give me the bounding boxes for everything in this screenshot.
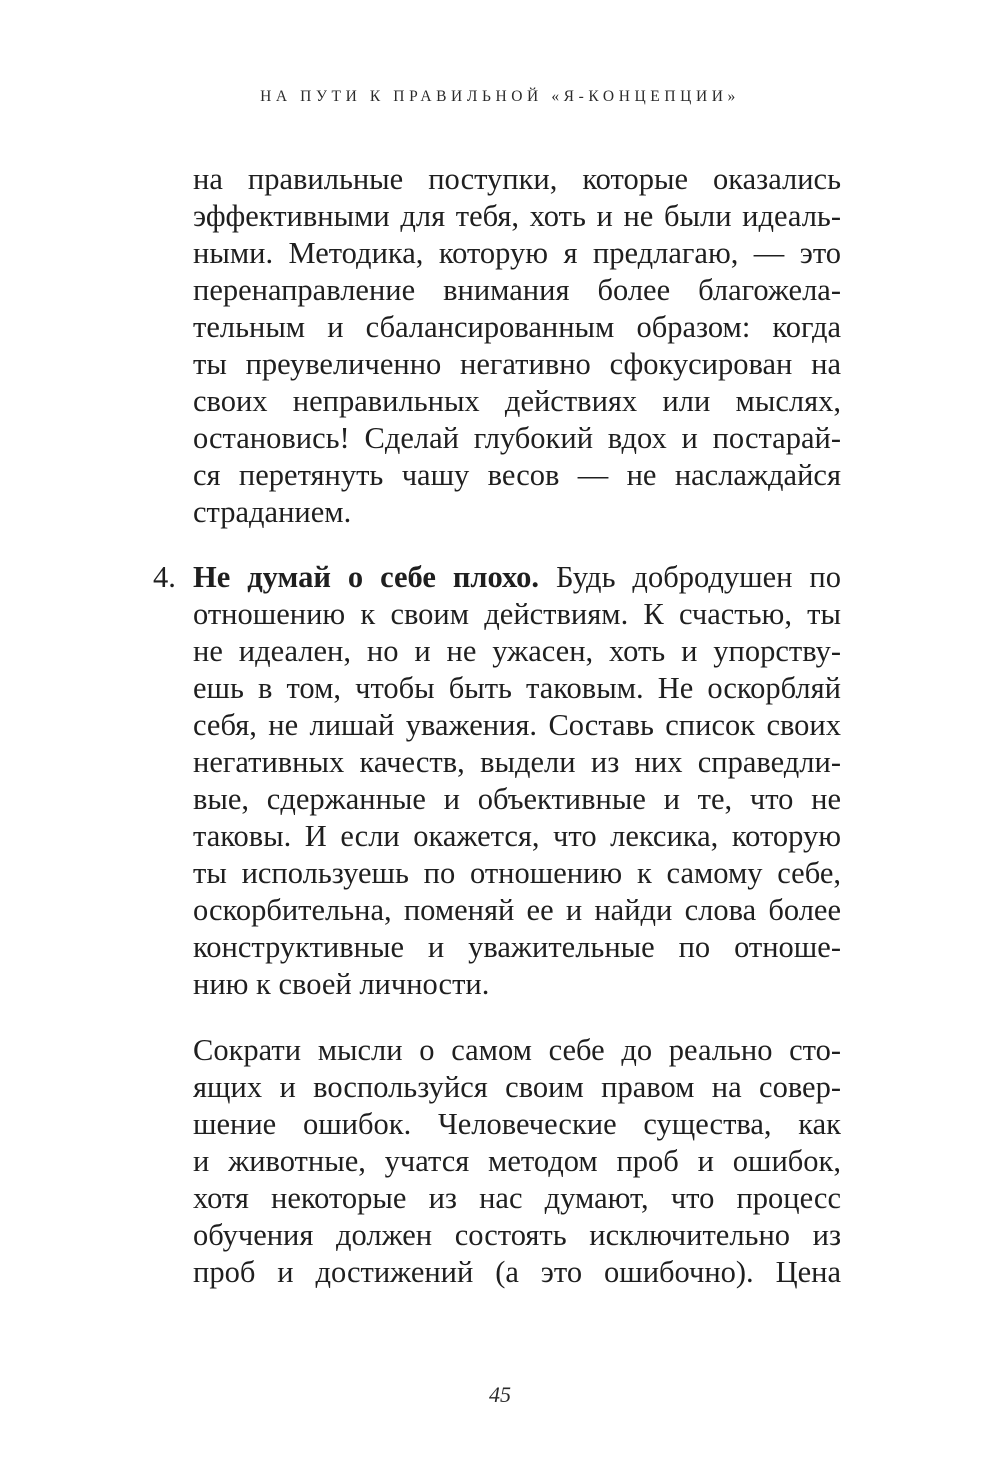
text-line	[193, 559, 841, 596]
text-line: тельным и сбалансированным образом: когда	[193, 310, 841, 344]
text-line: отношению к своим действиям. К счастью, ты	[193, 597, 841, 631]
text-line: хотя некоторые из нас думают, что процесс	[193, 1181, 841, 1215]
text-line: ными. Методика, которую я предлагаю, — это	[193, 236, 841, 270]
text-line: на правильные поступки, которые оказались	[193, 162, 841, 196]
text-line: Сократи мысли о самом себе до реально сто-	[193, 1033, 841, 1067]
text-line: и животные, учатся методом проб и ошибок,	[193, 1144, 841, 1178]
text-line: оскорбительна, поменяй ее и найди слова более	[193, 893, 841, 927]
text-line: перенаправление внимания более благожела-	[193, 273, 841, 307]
text-line: своих неправильных действиях или мыслях,	[193, 384, 841, 418]
page-number: 45	[489, 1382, 511, 1407]
text-line: негативных качеств, выдели из них справедли-	[193, 745, 841, 779]
list-number: 4.	[153, 560, 176, 594]
item-heading: Не думай о себе плохо.	[193, 560, 539, 594]
text-line: ты используешь по отношению к самому себе,	[193, 856, 841, 890]
text-line: обучения должен состоять исключительно из	[193, 1218, 841, 1252]
text-line: эффективными для тебя, хоть и не были идеаль-	[193, 199, 841, 233]
text-line: вые, сдержанные и объективные и те, что не	[193, 782, 841, 816]
text-line: себя, не лишай уважения. Составь список своих	[193, 708, 841, 742]
text-line: нию к своей личности.	[193, 967, 490, 1001]
text-line: шение ошибок. Человеческие существа, как	[193, 1107, 841, 1141]
text-line: страданием.	[193, 495, 352, 529]
text-line: ся перетянуть чашу весов — не наслаждайся	[193, 458, 841, 492]
text-line: конструктивные и уважительные по отноше-	[193, 930, 841, 964]
text-line: ешь в том, чтобы быть таковым. Не оскорбляй	[193, 671, 841, 705]
item-lead-text: Будь добродушен по	[539, 560, 841, 594]
text-line: ящих и воспользуйся своим правом на совер-	[193, 1070, 841, 1104]
text-line: ты преувеличенно негативно сфокусирован на	[193, 347, 841, 381]
text-line: остановись! Сделай глубокий вдох и постарай-	[193, 421, 841, 455]
text-line: таковы. И если окажется, что лексика, которую	[193, 819, 841, 853]
running-head: НА ПУТИ К ПРАВИЛЬНОЙ «Я-КОНЦЕПЦИИ»	[260, 88, 740, 105]
text-line: проб и достижений (а это ошибочно). Цена	[193, 1255, 841, 1289]
text-line: не идеален, но и не ужасен, хоть и упорству-	[193, 634, 841, 668]
